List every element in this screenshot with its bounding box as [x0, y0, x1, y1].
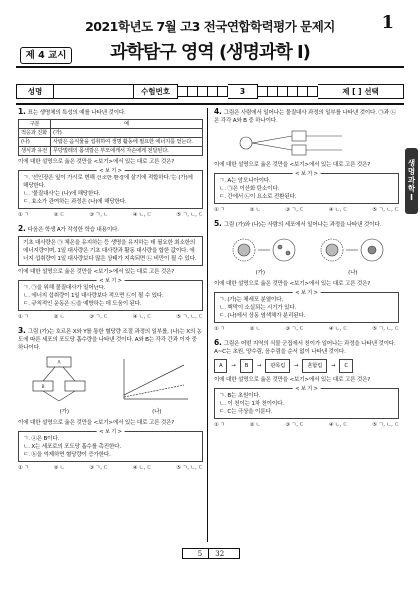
choice-5[interactable]: ⑤ ㄱ, ㄴ, ㄷ	[372, 422, 399, 428]
question-ask: 이에 대한 설명으로 옳은 것만을 <보기>에서 있는 대로 고른 것은?	[214, 377, 371, 383]
exam-no-box[interactable]	[218, 86, 228, 97]
figure-caption: (나)	[348, 270, 358, 276]
bogi-title: < 보 기 >	[96, 167, 125, 175]
answer-choices	[214, 421, 399, 429]
bogi-item: ㄱ. ⓐ은 B이다.	[23, 436, 60, 442]
question-ask: 이에 대한 설명으로 옳은 것만을 <보기>에서 있는 대로 고른 것은?	[18, 269, 175, 275]
q5-captions	[214, 269, 399, 277]
question-stem: 그림 (가)는 호르몬 X와 Y를 통한 혈당량 조절 과정의 일부를, (나)는 X의 농도에 따른 세포의 포도당 흡수량을 나타낸 것이다. A와 B는 각각 간과 이자 중 하나이다.	[18, 329, 202, 351]
question-number: 6.	[214, 338, 222, 347]
exam-no-box[interactable]	[278, 86, 288, 97]
answer-choices	[18, 313, 203, 321]
right-column	[214, 108, 399, 435]
bogi-item: ㄴ. 이 천이는 1차 천이이다.	[219, 401, 284, 407]
stage-box: A	[214, 359, 227, 373]
bogi-item: ㄴ. ㉠은 이산화 탄소이다.	[219, 186, 280, 192]
choice-2[interactable]: ② ㄴ	[249, 422, 261, 428]
name-field[interactable]	[54, 84, 134, 99]
choice-4[interactable]: ④ ㄴ, ㄷ	[132, 465, 152, 471]
question-number: 4.	[214, 107, 222, 116]
info-box: 기초 대사량은 ㉠ 체온을 유지하는 등 생명을 유지하는 데 필요한 최소한의 에너지량이며, 1일 대사량은 기초 대사량과 활동 대사량을 합한 값이다. 에너지 섭취량이 1일 대사량보다 많은 상태가 지속되면 ㉡ 비만이 될 수 있다.	[18, 236, 203, 266]
question-ask: 이에 대한 설명으로 옳은 것만을 <보기>에서 있는 대로 고른 것은?	[214, 162, 371, 168]
question-number: 3.	[18, 326, 26, 335]
question-number: 1.	[18, 107, 26, 116]
bogi-item: ㄴ. X는 세포로의 포도당 흡수를 촉진한다.	[23, 444, 121, 450]
question-stem: 그림 (가)와 (나)는 사람의 세포에서 일어나는 과정을 나타낸 것이다.	[223, 222, 382, 228]
exam-no-box[interactable]	[258, 86, 268, 97]
q4-figure	[214, 128, 399, 158]
uptake-graph	[112, 355, 192, 407]
choice-4[interactable]: ④ ㄴ, ㄷ	[328, 207, 348, 213]
q3-captions	[18, 408, 203, 416]
choice-1[interactable]: ① ㄱ	[214, 207, 225, 213]
exam-no-box[interactable]	[198, 86, 208, 97]
choice-3[interactable]: ③ ㄱ, ㄷ	[285, 207, 305, 213]
choice-1[interactable]: ① ㄱ	[18, 314, 29, 320]
subject-side-tab: 생명과학Ⅰ	[405, 148, 418, 214]
question-6	[214, 339, 399, 429]
bogi-item: ㄷ. (나)에서 상동 염색체가 분리된다.	[219, 313, 306, 319]
figure-caption: (가)	[255, 270, 265, 276]
question-ask: 이에 대한 설명으로 옳은 것만을 <보기>에서 있는 대로 고른 것은?	[18, 159, 175, 165]
question-5	[214, 220, 399, 333]
choice-5[interactable]: ⑤ ㄱ, ㄴ, ㄷ	[176, 212, 203, 218]
exam-no-box[interactable]	[308, 86, 318, 97]
bogi-item: ㄱ. B는 초원이다.	[219, 393, 261, 399]
total-pages: 32	[215, 549, 225, 558]
question-ask: 이에 대한 설명으로 옳은 것만을 <보기>에서 있는 대로 고른 것은?	[18, 420, 175, 426]
exam-no-box[interactable]	[208, 86, 218, 97]
choice-1[interactable]: ① ㄱ	[18, 465, 29, 471]
choice-2[interactable]: ② ㄴ	[53, 314, 65, 320]
answer-choices	[214, 206, 399, 214]
choice-2[interactable]: ② ㄴ	[249, 207, 261, 213]
bogi-box	[18, 280, 203, 311]
exam-no-box[interactable]	[188, 86, 198, 97]
name-label: 성명	[16, 84, 54, 99]
bogi-item: ㄷ. C는 극상을 이룬다.	[219, 409, 273, 415]
bogi-box	[214, 388, 399, 419]
exam-no-digit: 3	[228, 84, 258, 99]
choice-3[interactable]: ③ ㄱ, ㄴ	[89, 212, 109, 218]
bogi-item: ㄷ. ⓑ을 억제하면 혈당량이 증가한다.	[23, 452, 111, 458]
bogi-title: < 보 기 >	[96, 428, 125, 436]
choice-3[interactable]: ③ ㄱ, ㄷ	[89, 314, 109, 320]
table-cell: 생식과 유전	[19, 147, 51, 156]
choice-2[interactable]: ② ㄷ	[53, 212, 65, 218]
bogi-title: < 보 기 >	[96, 277, 125, 285]
page-indicator	[182, 548, 240, 559]
page-number: 1	[381, 12, 394, 33]
trait-table	[18, 119, 203, 156]
q5-figure	[214, 232, 399, 268]
svg-text:A: A	[57, 360, 61, 366]
choice-3[interactable]: ③ ㄱ, ㄷ	[285, 422, 305, 428]
bogi-item: ㄱ. ㉠을 위해 물질대사가 일어난다.	[23, 285, 106, 291]
table-cell: 적응과 진화	[19, 129, 51, 138]
stage-box: C	[339, 359, 353, 373]
question-4	[214, 108, 399, 214]
exam-no-box[interactable]	[298, 86, 308, 97]
choice-label: 제 [ ] 선택	[318, 84, 404, 99]
choice-4[interactable]: ④ ㄴ, ㄷ	[328, 326, 348, 332]
bogi-item: ㄱ. '선인장은 잎이 가시로 변해 건조한 환경에 살기에 적합하다.'는 (가)에 해당한다.	[23, 175, 193, 189]
bogi-title: < 보 기 >	[292, 170, 321, 178]
left-column	[18, 108, 203, 478]
answer-choices	[214, 325, 399, 333]
table-header: 구분	[19, 120, 51, 129]
choice-2[interactable]: ② ㄴ	[249, 326, 261, 332]
question-stem: 표는 생명체의 특성의 예를 나타낸 것이다.	[27, 110, 126, 116]
bogi-box	[18, 170, 203, 209]
exam-title: 2021학년도 7월 고3 전국연합학력평가 문제지	[85, 19, 335, 34]
exam-no-box[interactable]	[268, 86, 278, 97]
question-stem: 그림은 사람에서 일어나는 물질대사 과정의 일부를 나타낸 것이다. ㉠과 ㉡은 각각 A와 B 중 하나이다.	[214, 110, 396, 124]
cell-division-figure	[222, 232, 392, 268]
bogi-item: ㄷ. 효소가 관여하는 과정은 (나)에 해당한다.	[23, 199, 127, 205]
choice-5[interactable]: ⑤ ㄱ, ㄴ, ㄷ	[176, 465, 203, 471]
choice-5[interactable]: ⑤ ㄱ, ㄴ, ㄷ	[372, 326, 399, 332]
info-row	[16, 84, 404, 99]
bogi-item: ㄱ. (가)는 체세포 분열이다.	[219, 297, 283, 303]
bogi-item: ㄴ. 에너지 섭취량이 1일 대사량보다 적으면 ㉡이 될 수 있다.	[23, 293, 164, 299]
exam-no-label: 수험번호	[134, 84, 178, 99]
table-cell: (나)	[19, 138, 51, 147]
figure-caption: (가)	[59, 409, 69, 415]
answer-choices	[18, 211, 203, 219]
stage-box: 혼합림	[302, 359, 327, 373]
table-header: 예	[51, 120, 203, 129]
bogi-item: ㄱ. A는 암모니아이다.	[219, 178, 271, 184]
choice-3[interactable]: ③ ㄱ, ㄷ	[285, 326, 305, 332]
table-cell: 무당벌레의 몸색깔은 부모에게서 자손에게 전달된다.	[51, 147, 203, 156]
figure-caption: (나)	[152, 409, 162, 415]
svg-text:B: B	[41, 385, 45, 390]
answer-choices	[18, 464, 203, 472]
choice-1[interactable]: ① ㄱ	[18, 212, 29, 218]
bogi-box	[18, 431, 203, 462]
bogi-item: ㄴ. '물질대사'는 (나)에 해당한다.	[23, 191, 100, 197]
table-row	[19, 147, 203, 156]
exam-no-box[interactable]	[288, 86, 298, 97]
choice-4[interactable]: ④ ㄴ, ㄷ	[328, 422, 348, 428]
table-row	[19, 138, 203, 147]
choice-5[interactable]: ⑤ ㄱ, ㄴ, ㄷ	[372, 207, 399, 213]
session-badge: 제 4 교시	[20, 47, 72, 64]
question-stem: 다음은 학생 A가 작성한 학습 내용이다.	[27, 227, 119, 233]
column-divider	[207, 108, 208, 542]
bogi-item: ㄷ. 규칙적인 운동은 ㉡을 예방하는 데 도움이 된다.	[23, 301, 142, 307]
stage-box: B	[240, 359, 253, 373]
question-number: 5.	[214, 219, 222, 228]
question-3	[18, 327, 203, 472]
question-ask: 이에 대한 설명으로 옳은 것만을 <보기>에서 있는 대로 고른 것은?	[214, 281, 371, 287]
current-page: 5	[197, 549, 203, 558]
choice-4[interactable]: ④ ㄴ, ㄷ	[132, 314, 152, 320]
choice-3[interactable]: ③ ㄱ, ㄷ	[89, 465, 109, 471]
table-row	[19, 129, 203, 138]
table-cell: (가)	[51, 129, 203, 138]
question-number: 2.	[18, 224, 26, 233]
question-2	[18, 225, 203, 321]
subject-title: 과학탐구 영역 (생명과학 Ⅰ)	[110, 42, 310, 63]
bogi-box	[214, 173, 399, 204]
bogi-title: < 보 기 >	[292, 385, 321, 393]
question-1	[18, 108, 203, 219]
bogi-item: ㄷ. 간에서 ㉡이 요소로 전환된다.	[219, 194, 297, 200]
choice-2[interactable]: ② ㄴ	[53, 465, 65, 471]
q3-figure	[18, 355, 203, 407]
metabolism-diagram	[232, 128, 382, 158]
bogi-item: ㄴ. 핵막이 소실되는 시기가 있다.	[219, 305, 297, 311]
choice-5[interactable]: ⑤ ㄱ, ㄴ, ㄷ	[176, 314, 203, 320]
succession-chain: A → B → 관목림 → 혼합림 → C	[214, 359, 399, 373]
question-stem: 그림은 어떤 지역의 식물 군집에서 천이가 일어나는 과정을 나타낸 것이다. A~C는 초원, 양수림, 음수림을 순서 없이 나타낸 것이다.	[214, 341, 396, 355]
bogi-box	[214, 292, 399, 323]
stage-box: 관목림	[265, 359, 290, 373]
table-cell: 사람은 음식물을 섭취하여 생명 활동에 필요한 에너지를 얻는다.	[51, 138, 203, 147]
choice-4[interactable]: ④ ㄴ, ㄷ	[132, 212, 152, 218]
choice-1[interactable]: ① ㄱ	[214, 326, 225, 332]
bottom-rule	[16, 103, 404, 105]
pager-divider	[208, 548, 209, 559]
hormone-diagram	[29, 355, 89, 407]
choice-1[interactable]: ① ㄱ	[214, 422, 225, 428]
bogi-title: < 보 기 >	[292, 289, 321, 297]
exam-no-box[interactable]	[178, 86, 188, 97]
top-rule	[16, 66, 404, 68]
